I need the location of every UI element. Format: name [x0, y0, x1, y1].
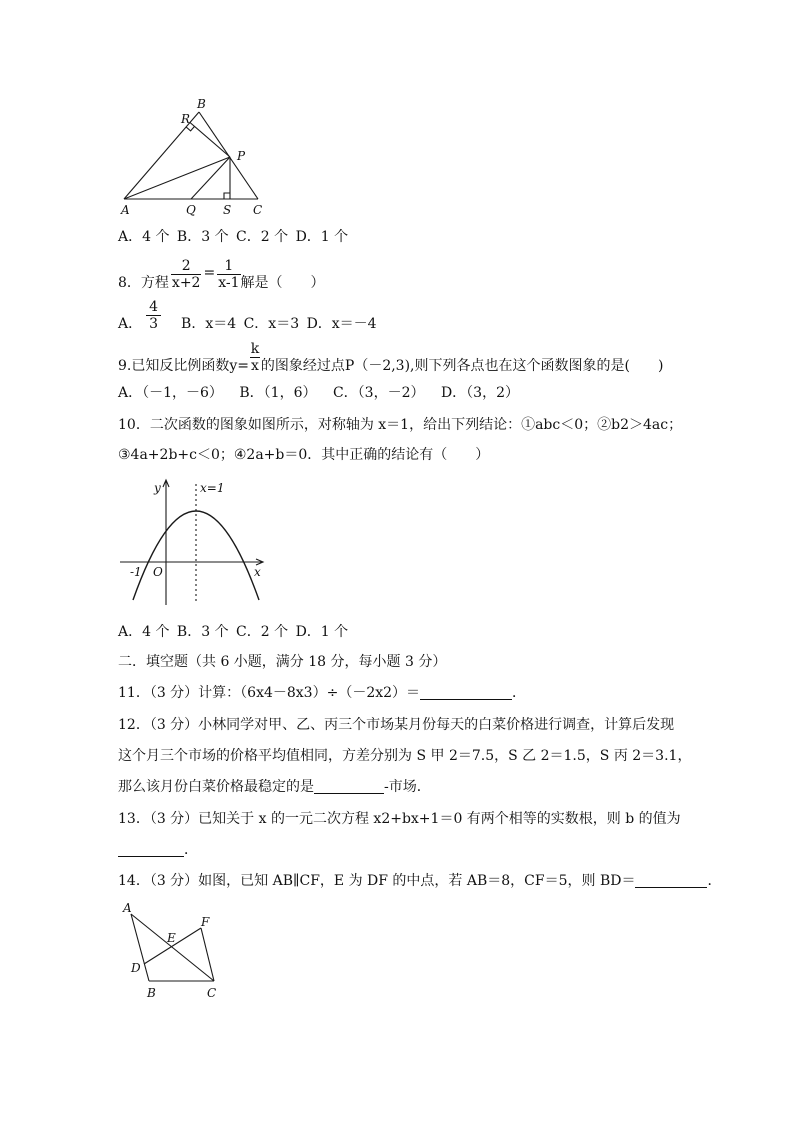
q10-option-a: A．4 个: [118, 624, 170, 640]
label-c: C: [207, 986, 217, 1000]
q9-option-c: C．（3，－2）: [332, 385, 425, 401]
q8-prefix: 8．方程: [118, 275, 169, 291]
label-p: P: [237, 149, 246, 163]
q10-parabola-graph: [112, 474, 272, 610]
right-angle-mark-r: [186, 126, 194, 130]
q8-rhs-denominator: x-1: [218, 275, 240, 291]
q14-quadrilateral-figure: [115, 898, 225, 1002]
q9-denominator: x: [251, 358, 259, 374]
q12-line3-prefix: 那么该月份白菜价格最稳定的是: [118, 779, 314, 795]
q8-options: [118, 299, 380, 333]
q8-option-a-denominator: 3: [146, 315, 161, 333]
q7-option-b: B．3 个: [176, 229, 229, 245]
q10-options: [118, 623, 351, 641]
origin-label: O: [153, 565, 163, 579]
q12-question-line3: [118, 778, 431, 796]
q9-option-d: D．（3，2）: [440, 385, 519, 401]
label-d: D: [131, 961, 141, 975]
label-f: F: [201, 915, 210, 929]
q14-text: 14．（3 分）如图，已知 AB∥CF，E 为 DF 的中点，若 AB＝8，CF＝5，则 BD＝: [118, 873, 636, 889]
q11-end: ．: [512, 685, 527, 701]
q14-question: [118, 872, 721, 890]
q8-option-a-numerator: 4: [149, 299, 159, 315]
q8-lhs-numerator: 2: [181, 258, 191, 274]
q8-equals-sign: =: [203, 265, 216, 281]
q7-triangle-figure: [112, 95, 272, 220]
q8-lhs-denominator: x+2: [171, 275, 201, 291]
q9-suffix: 的图象经过点P（－2,3),则下列各点也在这个函数图象的是( ): [260, 358, 664, 374]
y-axis-label: y: [154, 481, 161, 495]
q8-rhs-fraction: [217, 258, 240, 292]
label-s: S: [223, 203, 232, 217]
label-e: E: [167, 931, 176, 945]
neg-one-tick-label: -1: [130, 565, 142, 579]
q8-option-d: D．x＝－4: [306, 316, 377, 332]
q8-rhs-numerator: 1: [224, 258, 234, 274]
q8-option-a-label: A．: [118, 316, 143, 332]
q10-question-line2: ③4a+2b+c＜0；④2a+b＝0．其中正确的结论有（ ）: [118, 447, 490, 463]
q14-answer-blank: [635, 872, 707, 888]
q12-answer-blank: [314, 778, 384, 794]
q9-fraction: [250, 341, 260, 375]
q8-option-c: C．x＝3: [243, 316, 300, 332]
right-angle-mark-s: [224, 193, 230, 199]
label-a: A: [123, 901, 132, 915]
q10-option-d: D．1 个: [295, 624, 349, 640]
q10-option-c: C．2 个: [236, 624, 289, 640]
segment-ap: [124, 157, 230, 199]
q10-question-line1: 10．二次函数的图象如图所示，对称轴为 x＝1，给出下列结论：①abc＜0；②b2＞4ac；: [118, 417, 683, 433]
x-axis-label: x: [254, 565, 261, 579]
label-q: Q: [186, 203, 196, 217]
segment-fc: [201, 928, 214, 981]
q9-option-b: B．（1，6）: [239, 385, 317, 401]
q7-option-a: A．4 个: [118, 229, 170, 245]
q14-end: ．: [707, 873, 722, 889]
q8-option-a-fraction: [146, 299, 161, 333]
q11-answer-blank: [420, 684, 512, 700]
q9-question: [118, 341, 664, 375]
label-r: R: [181, 112, 191, 126]
q10-option-b: B．3 个: [176, 624, 229, 640]
q9-numerator: k: [250, 341, 260, 357]
symmetry-axis-label: x=1: [200, 481, 225, 495]
label-c: C: [253, 203, 263, 217]
q8-question: [118, 258, 325, 292]
q12-question-line1: 12．（3 分）小林同学对甲、乙、丙三个市场某月份每天的白菜价格进行调查，计算后发现: [118, 717, 675, 733]
q7-option-d: D．1 个: [295, 229, 349, 245]
q7-option-c: C．2 个: [236, 229, 289, 245]
label-b: B: [197, 97, 206, 111]
q8-suffix: 解是（ ）: [240, 275, 325, 291]
q13-question-line2: [118, 841, 198, 859]
q13-question-line1: 13．（3 分）已知关于 x 的一元二次方程 x2+bx+1＝0 有两个相等的实数根，则 b 的值为: [118, 811, 681, 827]
q13-answer-blank: [118, 841, 184, 857]
q9-prefix: 9.已知反比例函数y=: [118, 358, 249, 374]
q7-options: [118, 228, 351, 246]
q12-line3-suffix: -市场．: [384, 779, 431, 795]
section-2-title: 二．填空题（共 6 小题，满分 18 分，每小题 3 分）: [118, 654, 447, 670]
q9-option-a: A．（－1，－6）: [118, 385, 223, 401]
q11-question: [118, 684, 526, 702]
q13-end: ．: [184, 842, 198, 858]
label-b: B: [147, 986, 156, 1000]
q8-lhs-fraction: [171, 258, 202, 292]
q9-options: [118, 384, 531, 402]
q11-text: 11．（3 分）计算：（6x4－8x3）÷（－2x2）＝: [118, 685, 421, 701]
q12-question-line2: 这个月三个市场的价格平均值相同，方差分别为 S 甲 2＝7.5，S 乙 2＝1.5，S 丙 2＝3.1，: [118, 748, 692, 764]
label-a: A: [121, 203, 130, 217]
q8-option-b: B．x＝4: [181, 316, 237, 332]
